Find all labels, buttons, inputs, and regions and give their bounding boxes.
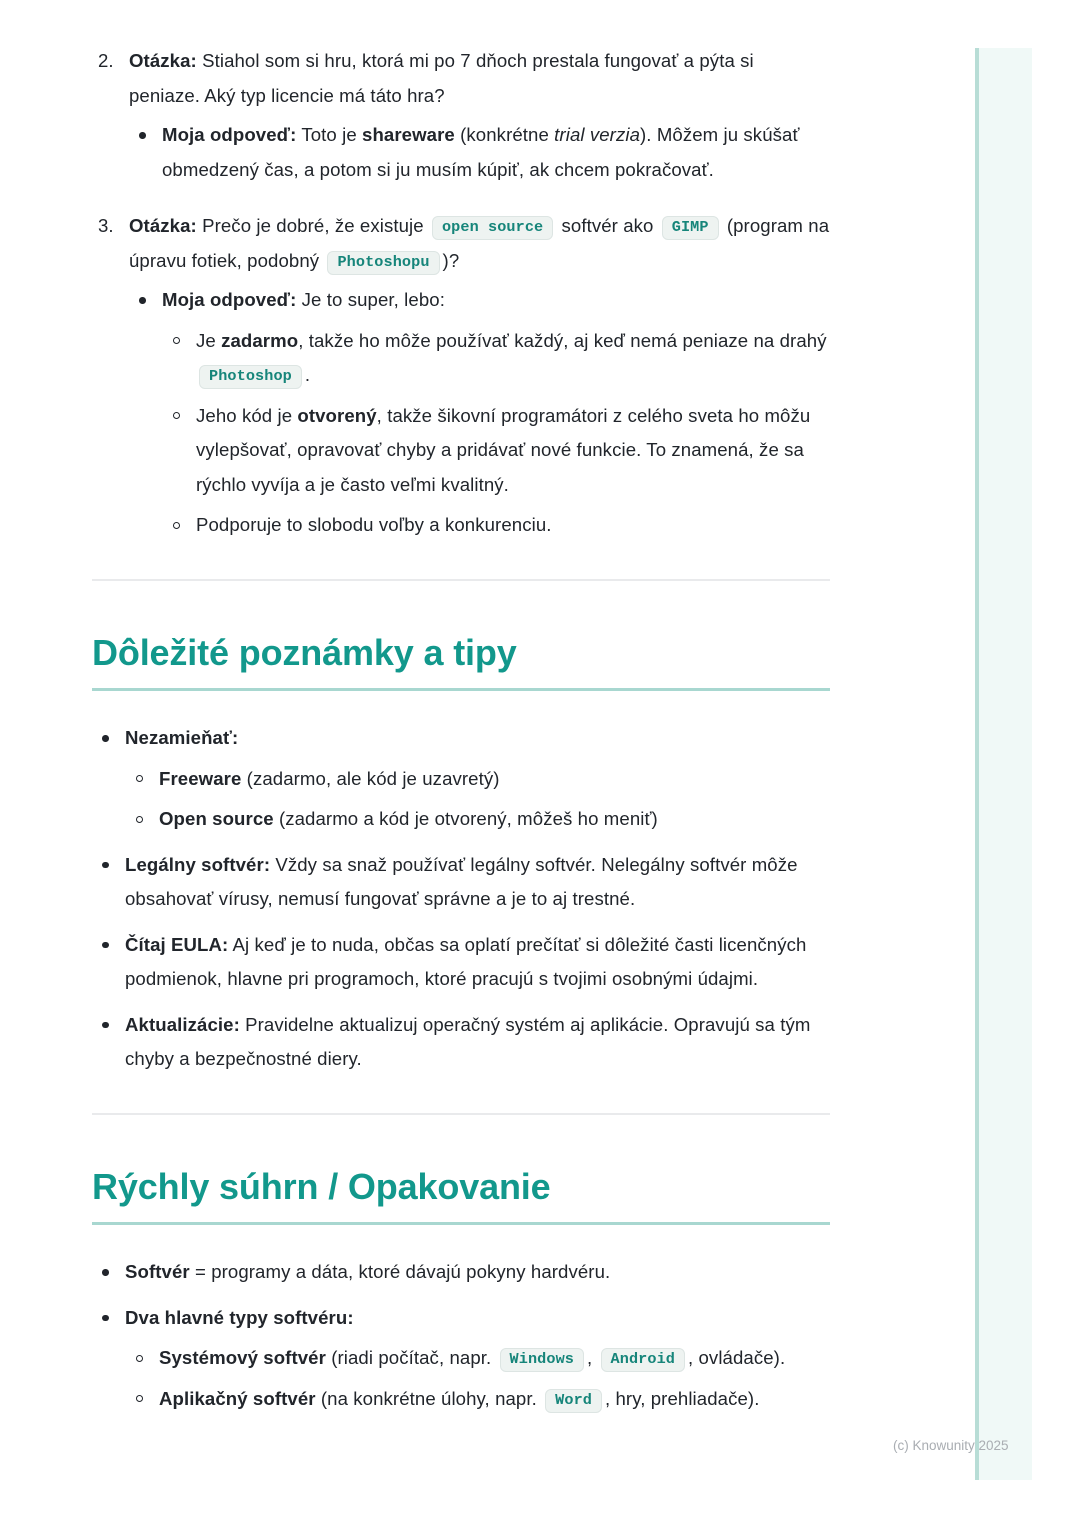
notes-item-body: Vždy sa snaž používať legálny softvér. Nelegálny softvér môže obsahovať vírusy, nemusí fungovať správne a je to aj trestné. [125, 853, 798, 910]
section-divider-1 [92, 579, 830, 581]
point-part2: , takže šikovní programátori z celého sveta ho môžu vylepšovať, opravovať chyby a pridávať nové funkcie. To znamená, že sa rýchlo vyvíja a je často veľmi kvalitný. [196, 404, 811, 495]
notes-subitem-text [159, 762, 830, 797]
answer-text-3 [162, 283, 830, 318]
answer-part3: ). Môžem ju skúšať obmedzený čas, a potom si ju musím kúpiť, ak chcem pokračovať. [162, 124, 800, 180]
question-label: Otázka: [129, 215, 197, 236]
code-chip-photoshopu: Photoshopu [327, 251, 439, 275]
code-chip-windows: Windows [500, 1348, 584, 1372]
answer-point-2 [162, 399, 830, 503]
summary-subitem-system [125, 1341, 830, 1376]
summary-rest: = programy a dáta, ktoré dávajú pokyny hardvéru. [189, 1261, 611, 1283]
answer-label: Moja odpoveď: [162, 124, 297, 145]
answer-part1: Toto je [296, 124, 363, 145]
notes-subitem-open-source [125, 802, 830, 837]
summary-subitem-bold: Systémový softvér [159, 1347, 326, 1369]
summary-subitem-app [125, 1382, 830, 1417]
notes-item-legalny-softver [92, 848, 830, 917]
notes-item-body: Aj keď je to nuda, občas sa oplatí prečítať si dôležité časti licenčných podmienok, hlavne pri programoch, ktoré pracujú s tvojimi osobnými údajmi. [125, 933, 807, 990]
answer-point-text [196, 399, 830, 503]
notes-item-text [125, 928, 830, 997]
question-item-2 [92, 44, 830, 187]
notes-subitem-rest: (zadarmo, ale kód je uzavretý) [241, 767, 500, 789]
answer-intro: Je to super, lebo: [296, 289, 445, 310]
question-list [92, 44, 830, 543]
notes-item-nezamienat [92, 721, 830, 837]
answer-list-2 [129, 118, 830, 187]
code-chip-android: Android [601, 1348, 685, 1372]
decorative-side-strip [975, 48, 1032, 1480]
notes-subitem-freeware [125, 762, 830, 797]
answer-part2: (konkrétne [454, 124, 555, 145]
answer-bold-shareware: shareware [362, 124, 455, 145]
question-part-a: Prečo je dobré, že existuje [196, 215, 429, 236]
summary-types-bold: Dva hlavné typy softvéru: [125, 1306, 354, 1328]
notes-subitem-rest: (zadarmo a kód je otvorený, môžeš ho meniť) [273, 808, 658, 830]
notes-item-text [125, 1008, 830, 1077]
point-part1: Podporuje to slobodu voľby a konkurenciu. [196, 514, 552, 535]
code-chip-gimp: GIMP [662, 216, 719, 240]
notes-item-label: Nezamieňať: [125, 727, 239, 749]
notes-sublist [125, 762, 830, 837]
summary-sub-mid: , [587, 1347, 598, 1369]
answer-italic-trial: trial verzia [554, 124, 641, 145]
code-chip-word: Word [545, 1389, 602, 1413]
answer-item-3 [129, 283, 830, 543]
question-text-3 [129, 209, 830, 278]
notes-item-label: Čítaj EULA: [125, 933, 229, 955]
notes-item-text [125, 848, 830, 917]
summary-sub-part1: (na konkrétne úlohy, napr. [315, 1387, 543, 1409]
summary-subitem-text [159, 1341, 830, 1376]
point-part1: Jeho kód je [196, 404, 298, 426]
answer-label: Moja odpoveď: [162, 289, 297, 310]
code-chip-open-source: open source [432, 216, 553, 240]
notes-subitem-text [159, 802, 830, 837]
summary-sub-part2: , ovládače). [687, 1347, 786, 1369]
notes-list [92, 721, 830, 1077]
section-divider-2 [92, 1113, 830, 1115]
question-part-d: )? [442, 249, 460, 271]
summary-item-types [92, 1301, 830, 1417]
notes-subitem-bold: Freeware [159, 767, 242, 789]
point-part1: Je [196, 329, 222, 351]
summary-types-sublist [125, 1341, 830, 1416]
summary-subitem-bold: Aplikačný softvér [159, 1387, 316, 1409]
section-heading-underline-2 [92, 1222, 830, 1225]
notes-item-citaj-eula [92, 928, 830, 997]
answer-text-2 [162, 118, 830, 187]
question-text-2 [129, 44, 830, 113]
copyright-watermark: (c) Knowunity 2025 [893, 1438, 1009, 1453]
question-item-3 [92, 209, 830, 543]
question-number: 3. [98, 215, 114, 236]
notes-item-body: Pravidelne aktualizuj operačný systém aj aplikácie. Opravujú sa tým chyby a bezpečnostné diery. [125, 1013, 811, 1070]
question-part-b: softvér ako [556, 215, 659, 236]
question-part-c: (program na úpravu fotiek, podobný [129, 215, 830, 271]
summary-item-text [125, 1255, 830, 1290]
answer-point-text [196, 324, 830, 393]
answer-list-3 [129, 283, 830, 543]
answer-points-list [162, 324, 830, 543]
point-part2: , takže ho môže používať každý, aj keď nemá peniaze na drahý [298, 329, 827, 351]
notes-subitem-bold: Open source [159, 808, 274, 830]
point-bold-zadarmo: zadarmo [221, 329, 299, 351]
summary-types-label [125, 1301, 830, 1336]
question-number: 2. [98, 50, 114, 71]
question-body: Stiahol som si hru, ktorá mi po 7 dňoch prestala fungovať a pýta si peniaze. Aký typ licencie má táto hra? [129, 50, 754, 106]
summary-list [92, 1255, 830, 1416]
notes-item-aktualizacie [92, 1008, 830, 1077]
point-part3: . [304, 364, 311, 385]
section-heading-notes: Dôležité poznámky a tipy [92, 631, 517, 673]
document-content [92, 44, 830, 1416]
summary-item-softver [92, 1255, 830, 1290]
answer-point-1 [162, 324, 830, 393]
point-bold-otvoreny: otvorený [297, 404, 377, 426]
summary-subitem-text [159, 1382, 830, 1417]
section-heading-summary: Rýchly súhrn / Opakovanie [92, 1165, 551, 1207]
answer-point-3 [162, 508, 830, 543]
section-heading-underline-1 [92, 688, 830, 691]
notes-item-text [125, 721, 830, 756]
summary-sub-part1: (riadi počítač, napr. [325, 1347, 497, 1369]
notes-item-label: Aktualizácie: [125, 1013, 240, 1035]
code-chip-photoshop: Photoshop [199, 365, 302, 389]
summary-bold-softver: Softvér [125, 1261, 190, 1283]
answer-item-2 [129, 118, 830, 187]
summary-sub-part2: , hry, prehliadače). [604, 1387, 760, 1409]
question-label: Otázka: [129, 50, 197, 71]
answer-point-text [196, 508, 830, 543]
notes-item-label: Legálny softvér: [125, 853, 271, 875]
